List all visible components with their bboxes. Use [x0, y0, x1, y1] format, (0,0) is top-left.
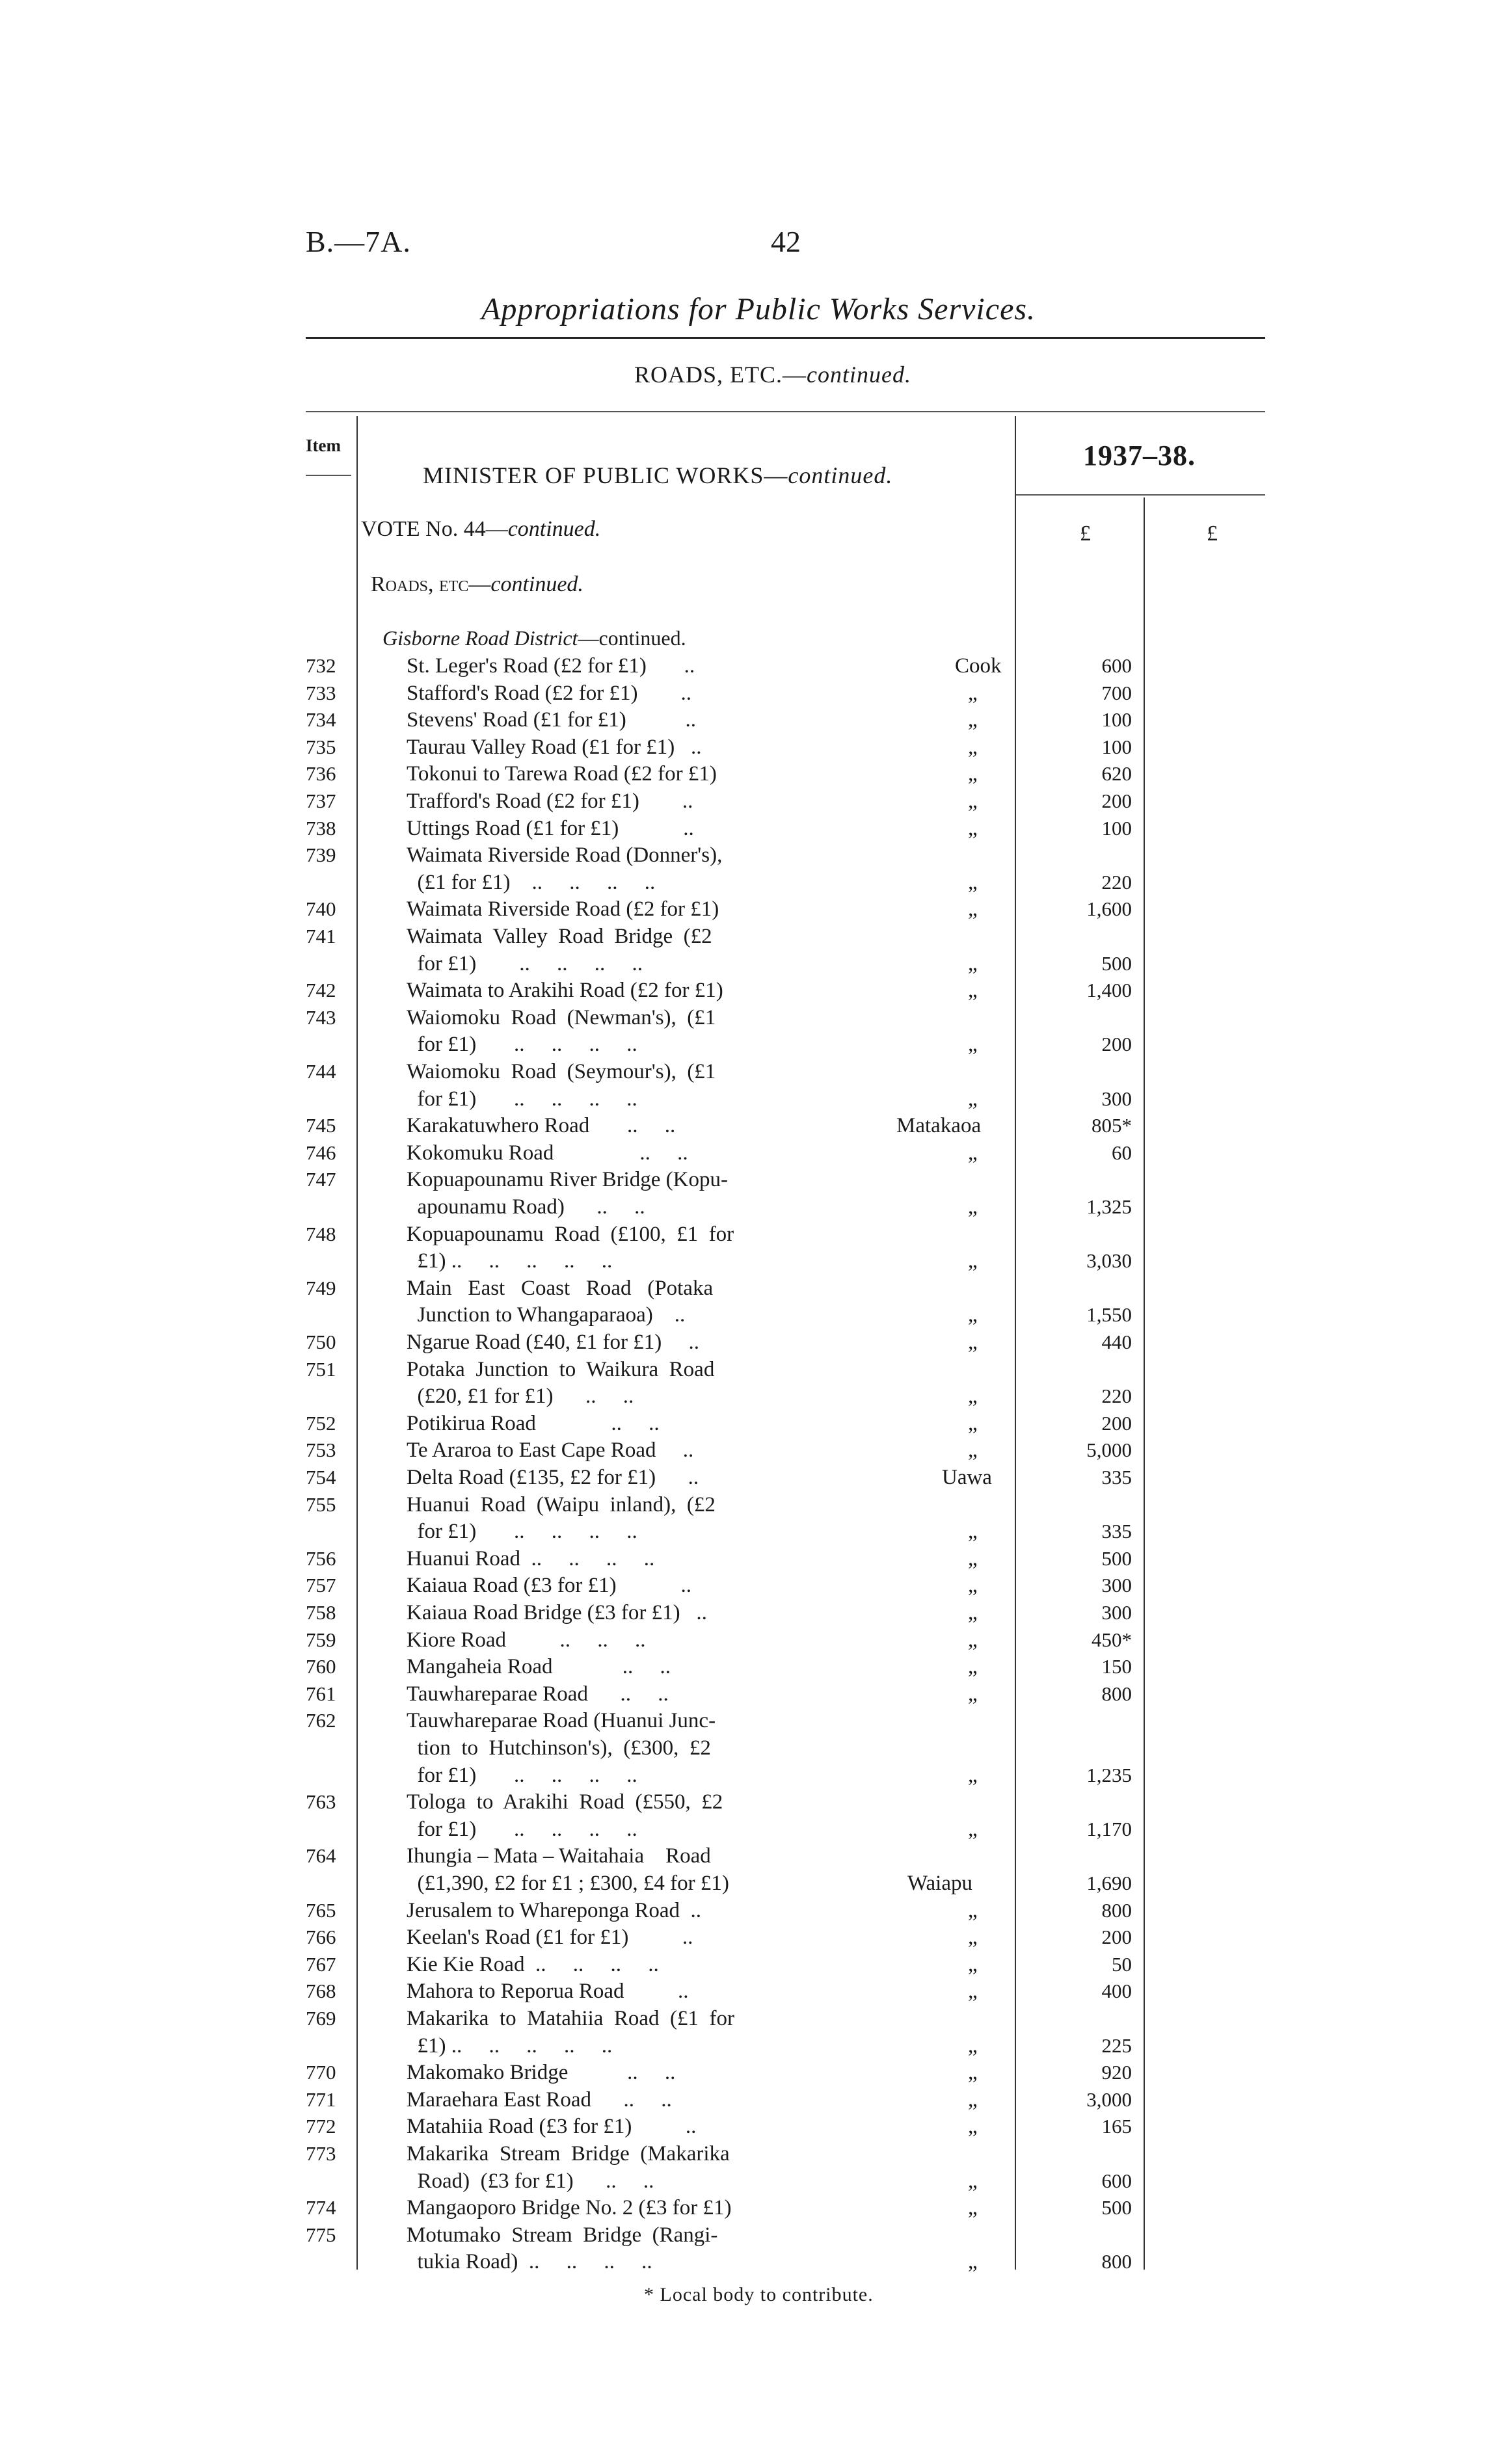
item-description: Keelan's Road (£1 for £1) ..	[407, 1926, 693, 1950]
amount-column-divider	[1015, 416, 1016, 2270]
item-number: 772	[306, 2115, 336, 2138]
road-district: „	[968, 762, 978, 786]
item-description: for £1) .. .. .. ..	[407, 1033, 637, 1057]
road-district: „	[968, 681, 978, 705]
road-district: „	[968, 1682, 978, 1706]
road-district: „	[968, 708, 978, 732]
road-district: „	[968, 870, 978, 894]
road-district: „	[968, 1438, 978, 1463]
item-description: Taurau Valley Road (£1 for £1) ..	[407, 735, 702, 759]
item-description: Karakatuwhero Road .. ..	[407, 1114, 676, 1138]
amount-value: 500	[1101, 1546, 1132, 1570]
road-district: „	[968, 1601, 978, 1624]
item-description: Mangaoporo Bridge No. 2 (£3 for £1)	[407, 2196, 732, 2220]
item-description: £1) .. .. .. .. ..	[407, 2033, 613, 2058]
road-district: „	[968, 1546, 978, 1570]
item-description: Delta Road (£135, £2 for £1) ..	[407, 1466, 699, 1489]
item-description: Makomako Bridge .. ..	[407, 2061, 676, 2085]
item-number: 764	[306, 1844, 336, 1868]
amount-value: 335	[1101, 1466, 1132, 1489]
item-description: Motumako Stream Bridge (Rangi-	[407, 2223, 718, 2247]
item-description: Ihungia – Mata – Waitahaia Road	[407, 1844, 711, 1868]
item-description: Kiore Road .. .. ..	[407, 1628, 646, 1652]
item-description: Waimata Riverside Road (£2 for £1)	[407, 897, 719, 921]
item-number: 768	[306, 1980, 336, 2003]
item-number: 755	[306, 1492, 336, 1516]
road-district: Matakaoa	[896, 1114, 982, 1138]
item-description: Mahora to Reporua Road ..	[407, 1980, 689, 2004]
item-description: Trafford's Road (£2 for £1) ..	[407, 789, 693, 813]
amount-value: 220	[1101, 870, 1132, 894]
item-description: Te Araroa to East Cape Road ..	[407, 1438, 694, 1463]
item-description: apounamu Road) .. ..	[407, 1195, 645, 1219]
item-description: (£20, £1 for £1) .. ..	[407, 1384, 634, 1409]
item-description: Matahiia Road (£3 for £1) ..	[407, 2115, 697, 2139]
amount-value: 50	[1112, 1952, 1132, 1976]
item-description: Kopuapounamu Road (£100, £1 for	[407, 1222, 734, 1246]
road-district: „	[968, 1411, 978, 1435]
road-district: „	[968, 2250, 978, 2274]
amount-value: 700	[1101, 681, 1132, 704]
amount-value: 60	[1112, 1141, 1132, 1164]
item-number: 769	[306, 2007, 336, 2030]
road-district: „	[968, 735, 978, 759]
amount-value: 1,600	[1086, 897, 1132, 921]
item-number: 741	[306, 925, 336, 947]
page-number: 42	[771, 225, 801, 258]
item-number: 756	[306, 1546, 336, 1570]
item-description: Kaiaua Road Bridge (£3 for £1) ..	[407, 1601, 707, 1624]
item-description: Junction to Whangaparaoa) ..	[407, 1303, 686, 1327]
item-number: 735	[306, 735, 336, 758]
item-description: Huanui Road .. .. .. ..	[407, 1546, 655, 1570]
amount-value: 3,000	[1086, 2087, 1132, 2111]
amount-value: 165	[1101, 2115, 1132, 2138]
item-description: for £1) .. .. .. ..	[407, 1763, 637, 1787]
road-district: „	[968, 1655, 978, 1679]
amount-value: 1,400	[1086, 979, 1132, 1002]
item-number: 740	[306, 897, 336, 921]
item-number: 752	[306, 1411, 336, 1435]
item-description: Kaiaua Road (£3 for £1) ..	[407, 1574, 692, 1598]
item-number: 763	[306, 1790, 336, 1814]
road-district: „	[968, 2033, 978, 2058]
road-district: „	[968, 1249, 978, 1273]
item-description: Huanui Road (Waipu inland), (£2	[407, 1492, 716, 1517]
amount-value: 300	[1101, 1574, 1132, 1597]
amount-value: 920	[1101, 2061, 1132, 2084]
item-number: 762	[306, 1709, 336, 1732]
road-district: „	[968, 1384, 978, 1409]
item-column-header: Item	[306, 436, 341, 455]
item-number: 760	[306, 1655, 336, 1678]
amount-value: 5,000	[1086, 1438, 1132, 1462]
amount-value: 150	[1101, 1655, 1132, 1678]
amount-value: 500	[1101, 951, 1132, 975]
item-number: 766	[306, 1926, 336, 1949]
amount-subcolumn-divider	[1144, 497, 1145, 2270]
item-number: 743	[306, 1005, 336, 1029]
road-district: „	[968, 979, 978, 1003]
road-district: „	[968, 1628, 978, 1652]
item-number: 744	[306, 1060, 336, 1083]
amount-value: 1,325	[1086, 1195, 1132, 1218]
item-description: (£1,390, £2 for £1 ; £300, £4 for £1)	[407, 1872, 729, 1895]
amount-value: 335	[1101, 1520, 1132, 1543]
road-district: „	[968, 1520, 978, 1544]
title-rule	[306, 337, 1265, 339]
footnote: * Local body to contribute.	[644, 2284, 874, 2305]
item-number: 751	[306, 1357, 336, 1381]
item-description: Maraehara East Road .. ..	[407, 2087, 672, 2112]
item-description: Waiomoku Road (Seymour's), (£1	[407, 1060, 716, 1083]
section-title: ROADS, ETC.—continued.	[634, 362, 911, 388]
road-district: „	[968, 1574, 978, 1598]
amount-value: 200	[1101, 1926, 1132, 1949]
item-number: 761	[306, 1682, 336, 1705]
item-description: Kokomuku Road .. ..	[407, 1141, 688, 1165]
item-number: 734	[306, 708, 336, 732]
road-district: „	[968, 816, 978, 840]
road-district: „	[968, 1763, 978, 1787]
amount-value: 1,170	[1086, 1817, 1132, 1840]
item-column-divider	[356, 416, 358, 2270]
item-description: for £1) .. .. .. ..	[407, 1520, 637, 1544]
amount-value: 225	[1101, 2033, 1132, 2057]
item-description: for £1) .. .. .. ..	[407, 1817, 637, 1841]
item-number: 774	[306, 2196, 336, 2219]
item-description: Tauwhareparae Road (Huanui Junc-	[407, 1709, 716, 1733]
amount-value: 1,550	[1086, 1303, 1132, 1327]
item-number: 739	[306, 843, 336, 867]
district-heading: Gisborne Road District—continued.	[382, 626, 686, 650]
road-district: „	[968, 789, 978, 813]
amount-value: 200	[1101, 1411, 1132, 1435]
item-description: Main East Coast Road (Potaka	[407, 1276, 714, 1300]
item-description: Waiomoku Road (Newman's), (£1	[407, 1005, 716, 1029]
item-description: £1) .. .. .. .. ..	[407, 1249, 613, 1273]
item-description: tion to Hutchinson's), (£300, £2	[407, 1736, 711, 1760]
item-number: 770	[306, 2061, 336, 2084]
pound-symbol-2: £	[1207, 522, 1218, 546]
road-district: „	[968, 1141, 978, 1165]
item-number: 754	[306, 1466, 336, 1489]
item-description: Potikirua Road .. ..	[407, 1411, 660, 1435]
amount-value: 440	[1101, 1331, 1132, 1353]
item-description: for £1) .. .. .. ..	[407, 951, 643, 975]
item-description: for £1) .. .. .. ..	[407, 1087, 637, 1111]
amount-value: 100	[1101, 708, 1132, 732]
road-district: „	[968, 1331, 978, 1354]
item-description: Kie Kie Road .. .. .. ..	[407, 1952, 659, 1976]
year-header: 1937–38.	[1083, 440, 1196, 471]
amount-value: 800	[1101, 1682, 1132, 1705]
item-description: Makarika to Matahiia Road (£1 for	[407, 2007, 735, 2030]
amount-value: 3,030	[1086, 1249, 1132, 1273]
pound-symbol-1: £	[1080, 522, 1091, 546]
item-description: tukia Road) .. .. .. ..	[407, 2250, 652, 2274]
document-code: B.—7A.	[306, 225, 411, 258]
amount-value: 600	[1101, 654, 1132, 677]
road-district: „	[968, 1898, 978, 1922]
item-description: Ngarue Road (£40, £1 for £1) ..	[407, 1331, 699, 1354]
item-description: Makarika Stream Bridge (Makarika	[407, 2142, 730, 2166]
item-description: Waimata Riverside Road (Donner's),	[407, 843, 723, 868]
road-district: „	[968, 1033, 978, 1057]
road-district: „	[968, 897, 978, 921]
road-district: „	[968, 951, 978, 975]
item-description: Uttings Road (£1 for £1) ..	[407, 816, 694, 840]
item-number: 750	[306, 1331, 336, 1353]
page-title: Appropriations for Public Works Services.	[481, 292, 1036, 326]
item-description: Jerusalem to Whareponga Road ..	[407, 1898, 702, 1922]
road-district: „	[968, 2196, 978, 2220]
item-number: 749	[306, 1276, 336, 1299]
amount-value: 300	[1101, 1087, 1132, 1110]
item-number: 758	[306, 1601, 336, 1624]
amount-value: 805*	[1092, 1114, 1132, 1137]
amount-value: 220	[1101, 1384, 1132, 1408]
amount-value: 800	[1101, 1898, 1132, 1922]
road-district: „	[968, 1817, 978, 1841]
amount-value: 200	[1101, 1033, 1132, 1056]
amount-value: 400	[1101, 1980, 1132, 2003]
item-description: (£1 for £1) .. .. .. ..	[407, 870, 656, 894]
amount-value: 800	[1101, 2250, 1132, 2273]
item-number: 759	[306, 1628, 336, 1651]
road-district: „	[968, 2115, 978, 2139]
amount-value: 450*	[1092, 1628, 1132, 1651]
ministry-heading: MINISTER OF PUBLIC WORKS—continued.	[423, 462, 893, 488]
road-district: „	[968, 2169, 978, 2193]
item-number: 738	[306, 816, 336, 840]
item-number: 765	[306, 1898, 336, 1922]
item-description: Tologa to Arakihi Road (£550, £2	[407, 1790, 723, 1814]
item-number: 767	[306, 1952, 336, 1976]
item-underline	[306, 475, 351, 476]
item-number: 736	[306, 762, 336, 786]
item-description: Tokonui to Tarewa Road (£2 for £1)	[407, 762, 717, 786]
amount-value: 1,235	[1086, 1763, 1132, 1786]
amount-value: 1,690	[1086, 1872, 1132, 1894]
item-number: 742	[306, 979, 336, 1002]
amount-value: 200	[1101, 789, 1132, 812]
item-number: 753	[306, 1438, 336, 1462]
roads-subheading: Roads, etc—continued.	[371, 572, 583, 596]
item-number: 732	[306, 654, 336, 677]
road-district: „	[968, 2087, 978, 2112]
item-number: 757	[306, 1574, 336, 1597]
road-district: „	[968, 1926, 978, 1950]
item-number: 773	[306, 2142, 336, 2165]
item-description: Waimata to Arakihi Road (£2 for £1)	[407, 979, 723, 1003]
road-district: „	[968, 1952, 978, 1976]
item-description: St. Leger's Road (£2 for £1) ..	[407, 654, 695, 678]
road-district: „	[968, 1087, 978, 1111]
table-top-rule	[306, 411, 1265, 412]
item-description: Mangaheia Road .. ..	[407, 1655, 671, 1679]
road-district: Waiapu	[907, 1872, 972, 1895]
vote-heading: VOTE No. 44—continued.	[361, 517, 601, 541]
item-number: 745	[306, 1114, 336, 1137]
item-description: Potaka Junction to Waikura Road	[407, 1357, 715, 1381]
amount-value: 620	[1101, 762, 1132, 786]
item-description: Waimata Valley Road Bridge (£2	[407, 925, 712, 948]
item-number: 747	[306, 1168, 336, 1191]
item-number: 748	[306, 1222, 336, 1245]
amount-value: 100	[1101, 735, 1132, 758]
item-description: Kopuapounamu River Bridge (Kopu-	[407, 1168, 728, 1192]
road-district: „	[968, 1303, 978, 1327]
road-district: Cook	[955, 654, 1002, 678]
item-number: 771	[306, 2087, 336, 2111]
item-number: 737	[306, 789, 336, 812]
road-district: „	[968, 1195, 978, 1219]
item-description: Stevens' Road (£1 for £1) ..	[407, 708, 696, 732]
amount-value: 500	[1101, 2196, 1132, 2219]
amount-value: 600	[1101, 2169, 1132, 2192]
road-district: Uawa	[942, 1466, 992, 1489]
item-number: 746	[306, 1141, 336, 1164]
item-description: Tauwhareparae Road .. ..	[407, 1682, 669, 1706]
item-number: 775	[306, 2223, 336, 2246]
road-district: „	[968, 2061, 978, 2085]
year-underline	[1016, 494, 1265, 496]
item-number: 733	[306, 681, 336, 704]
amount-value: 100	[1101, 816, 1132, 840]
road-district: „	[968, 1980, 978, 2004]
amount-value: 300	[1101, 1601, 1132, 1624]
item-description: Road) (£3 for £1) .. ..	[407, 2169, 654, 2193]
item-description: Stafford's Road (£2 for £1) ..	[407, 681, 691, 705]
